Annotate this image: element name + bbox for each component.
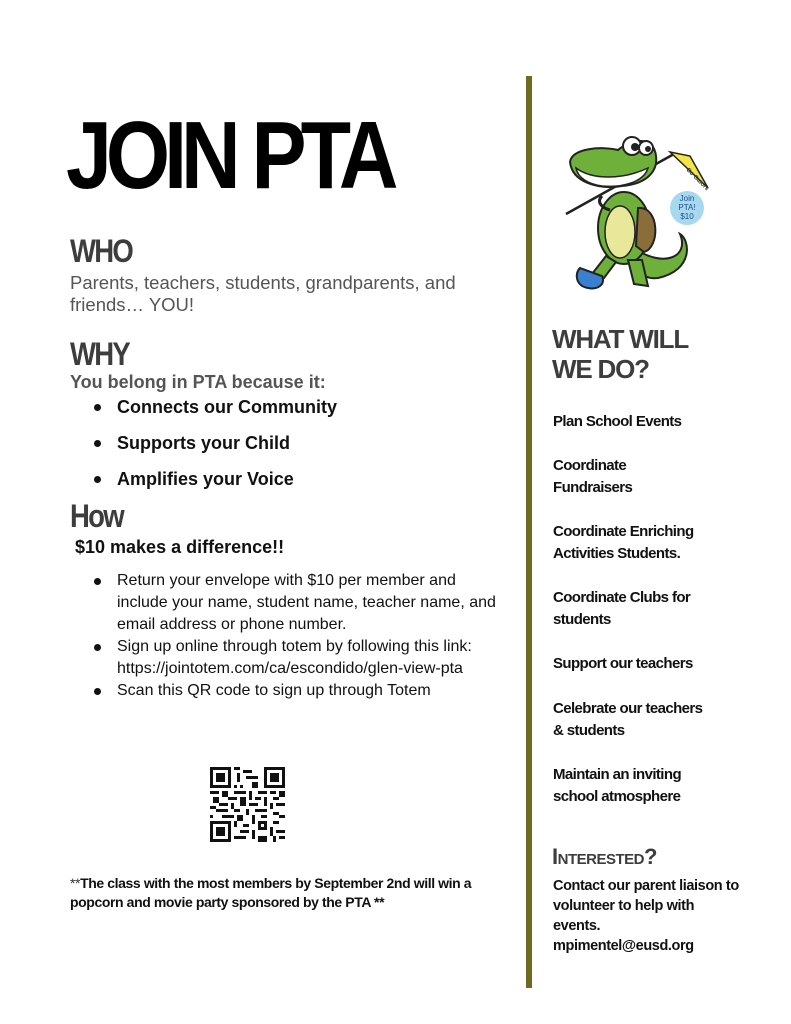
gator-mascot-illustration [562, 128, 714, 294]
contest-footnote [70, 874, 510, 912]
page-title: JOIN PTA [66, 102, 393, 209]
how-item-text: Sign up online through totem by following this link: [117, 638, 472, 655]
badge-line-2: PTA! [678, 203, 696, 212]
interested-heading: Interested? [552, 844, 657, 869]
contact-text [553, 876, 743, 956]
why-item: Supports your Child [92, 431, 337, 467]
heading-line-2: WE DO? [552, 354, 649, 384]
how-item [92, 636, 497, 680]
who-text: Parents, teachers, students, grandparents, and friends… YOU! [70, 272, 456, 315]
activity-item: Support our teachers [553, 655, 693, 672]
why-list [92, 395, 337, 503]
activity-item: Coordinate Fundraisers [553, 457, 633, 496]
activity-item: Coordinate Clubs for students [553, 589, 691, 628]
what-will-we-do-heading [552, 324, 732, 384]
activity-item: Coordinate Enriching Activities Students. [553, 523, 694, 562]
how-heading: How [70, 498, 123, 534]
how-item: Scan this QR code to sign up through Totem [92, 680, 497, 702]
why-lead: You belong in PTA because it: [70, 372, 326, 392]
flag-text: Go Gators [684, 167, 710, 193]
why-item: Amplifies your Voice [92, 467, 337, 503]
qr-code[interactable] [210, 767, 285, 842]
footnote-text: The class with the most members by September 2nd will win a popcorn and movie party sponsored by the PTA [70, 875, 472, 910]
how-item: Return your envelope with $10 per member and include your name, student name, teacher name, and email address or phone number. [92, 570, 497, 636]
activity-item: Maintain an inviting school atmosphere [553, 766, 682, 805]
activity-item: Plan School Events [553, 413, 682, 430]
why-heading: WHY [70, 336, 130, 372]
column-divider [526, 76, 532, 988]
who-heading: WHO [70, 233, 133, 269]
why-item: Connects our Community [92, 395, 337, 431]
contact-email-link[interactable]: mpimentel@eusd.org [553, 938, 694, 954]
footnote-stars-open: ** [70, 875, 81, 891]
heading-line-1: WHAT WILL [552, 324, 688, 354]
badge-line-3: $10 [680, 212, 694, 221]
badge-line-1: Join [679, 194, 695, 203]
how-list [92, 570, 497, 702]
activity-item: Celebrate our teachers & students [553, 700, 703, 739]
signup-link[interactable]: https://jointotem.com/ca/escondido/glen-view-pta [117, 660, 463, 677]
contact-message: Contact our parent liaison to volunteer to help with events. [553, 878, 739, 934]
how-lead: $10 makes a difference!! [75, 537, 285, 557]
footnote-stars-close: ** [370, 894, 385, 910]
